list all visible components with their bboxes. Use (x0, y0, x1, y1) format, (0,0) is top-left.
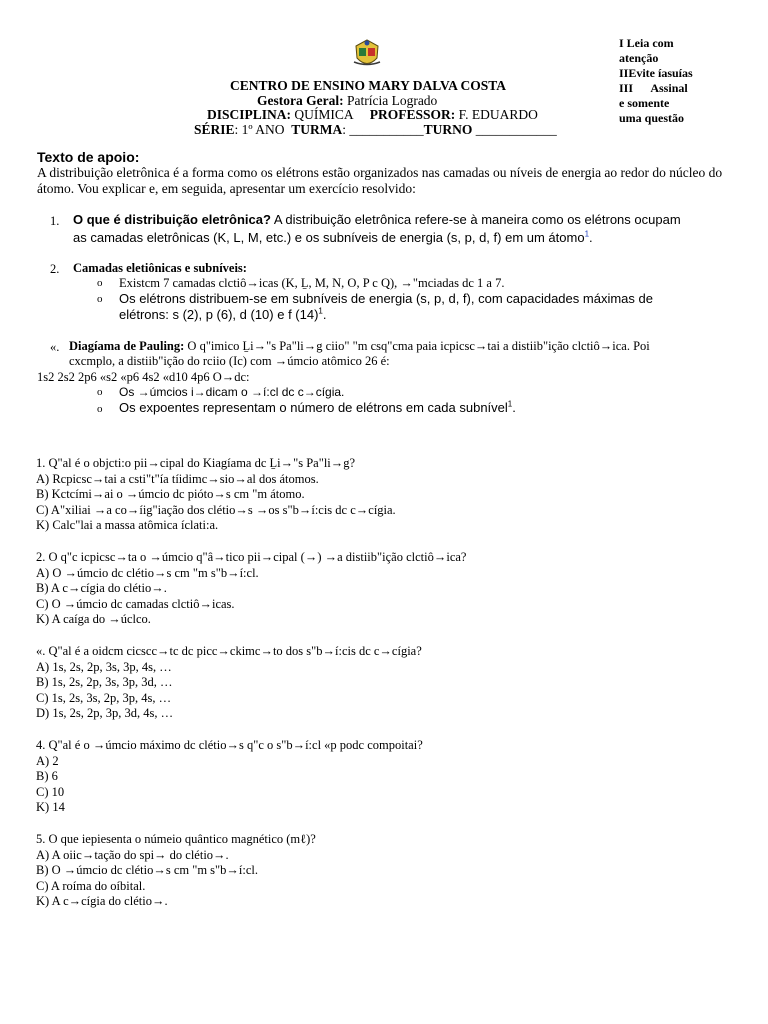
answer-option: K) Calc"lai a massa atômica íclati:a. (36, 518, 219, 532)
note-line: uma questão (619, 111, 685, 125)
serie-line (194, 122, 557, 138)
answer-option: C) 10 (36, 784, 65, 799)
item2-bullet2-line1: Os elétrons distribuem-se em subníveis de energia (s, p, d, f), com capacidades máximas de (119, 291, 653, 306)
manager-name: Patrícia Logrado (346, 93, 438, 108)
discipline-value: QUÍMICA (294, 107, 353, 122)
school-crest-logo (350, 36, 384, 70)
bullet-icon: o (97, 386, 103, 398)
answer-option: K) A c→cígia do clétio→. (36, 894, 168, 908)
question-stem: 5. O que iepiesenta o númeio quântico magnético (mℓ)? (36, 832, 316, 846)
item1-reference[interactable]: 1 (584, 229, 590, 239)
question-4 (36, 738, 423, 816)
manager-label: Gestora Geral: (257, 93, 344, 108)
item2-bullet2-text: elétrons: s (2), p (6), d (10) e f (14) (119, 307, 319, 322)
item1-line2 (73, 230, 593, 246)
answer-option: B) 6 (36, 769, 58, 783)
note-line: III Assinal (619, 81, 688, 95)
item-number: 2. (50, 262, 60, 276)
turno-label: TURNO (423, 122, 473, 137)
answer-option: A) 2 (36, 753, 59, 768)
item1-text2: as camadas eletrônicas (K, L, M, etc.) e os subníveis de energia (s, p, d, f) em um átomo (73, 230, 585, 245)
note-line: e somente (619, 96, 670, 110)
answer-option: C) 1s, 2s, 3s, 2p, 3p, 4s, … (36, 690, 172, 705)
item2-bullet1: Existcm 7 camadas clctiô→icas (K, Ḻ, M, N, O, P c Q), →"mciadas dc 1 a 7. (119, 276, 505, 290)
turno-value: ____________ (472, 122, 557, 137)
question-stem: «. Q"al é a oidcm cicscc→tc dc picc→ckimc→to dos s"b→í:cis dc c→cígia? (36, 644, 422, 658)
turma-label: TURMA (291, 122, 343, 137)
item2-heading: Camadas eletiônicas e subníveis: (73, 261, 247, 275)
serie-label: SÉRIE (194, 122, 235, 137)
note-line: I Leia com (619, 36, 674, 50)
item3-bullet2 (119, 400, 516, 416)
professor-value: F. EDUARDO (458, 107, 538, 122)
item3-end: . (512, 400, 516, 415)
question-5 (36, 832, 316, 910)
answer-option: A) O →úmcio dc clétio→s cm "m s"b→í:cl. (36, 565, 259, 580)
answer-option: K) 14 (36, 800, 65, 814)
answer-option: A) Rcpicsc→tai a csti"t"ía tíidimc→sio→al dos átomos. (36, 471, 319, 486)
instruction-notes (619, 36, 739, 126)
answer-option: B) 1s, 2s, 2p, 3s, 3p, 3d, … (36, 675, 173, 689)
answer-option: A) 1s, 2s, 2p, 3s, 3p, 4s, … (36, 659, 172, 674)
answer-option: C) A roíma do oíbital. (36, 878, 146, 893)
answer-option: C) A"xiliai →a co→íig"iação dos clétio→s →os s"b→í:cis dc c→cígia. (36, 502, 396, 517)
item2-bullet2-line2 (119, 307, 326, 323)
answer-option: B) O →úmcio dc clétio→s cm "m s"b→í:cl. (36, 863, 258, 877)
bullet-icon: o (97, 277, 103, 289)
support-text-title: Texto de apoio: (37, 149, 140, 165)
item3-bullet1: Os →úmcios i→dicam o →í:cl dc c→cígia. (119, 385, 345, 399)
discipline-line (207, 107, 538, 123)
item1-end: . (589, 230, 593, 245)
item3-reference[interactable]: 1 (507, 399, 513, 409)
item1-text: A distribuição eletrônica refere-se à maneira como os elétrons ocupam (270, 212, 681, 227)
item2-end: . (322, 307, 327, 322)
item3-bullet2-text: Os expoentes representam o número de elétrons em cada subnível (119, 400, 508, 415)
answer-option: C) O →úmcio dc camadas clctiô→icas. (36, 596, 235, 611)
item3-text: O q"imico Ḻi→"s Pa"li→g ciio" "m csq"cma paia icpicsc→tai a distiib"ição clctiô→ica. Poi (184, 339, 650, 353)
question-stem: 1. Q"al é o objcti:o pii→cipal do Kiagíama dc Ḻi→"s Pa"li→g? (36, 456, 356, 470)
question-1 (36, 456, 396, 534)
school-name: CENTRO DE ENSINO MARY DALVA COSTA (230, 78, 506, 93)
answer-option: B) Kctcími→ai o →úmcio dc pióto→s cm "m átomo. (36, 487, 305, 501)
item3-line2: cxcmplo, a distiib"ição do rciio (Ic) com →úmcio atômico 26 é: (69, 354, 390, 368)
answer-option: B) A c→cígia do clétio→. (36, 581, 167, 595)
item1-line1 (73, 212, 681, 228)
answer-option: K) A caíga do →úclco. (36, 612, 151, 626)
note-line: IIEvite íasuías (619, 66, 693, 80)
item3-heading: Diagíama de Pauling: (69, 339, 185, 353)
question-2 (36, 550, 466, 628)
note-line: atenção (619, 51, 659, 65)
question-3 (36, 644, 422, 722)
item3-line1 (69, 338, 650, 354)
answer-option: A) A oiic→tação do spi→ do clétio→. (36, 847, 229, 862)
turma-value: : ___________ (342, 122, 424, 137)
item1-heading: O que é distribuição eletrônica? (73, 212, 271, 227)
discipline-label: DISCIPLINA: (207, 107, 292, 122)
bullet-icon: o (97, 403, 103, 415)
professor-label: PROFESSOR: (369, 107, 456, 122)
question-stem: 4. Q"al é o →úmcio máximo dc clétio→s q"c o s"b→í:cl «p podc compoitai? (36, 738, 423, 752)
electron-configuration: 1s2 2s2 2p6 «s2 «p6 4s2 «d10 4p6 O→dc: (37, 370, 250, 384)
answer-option: D) 1s, 2s, 2p, 3p, 3d, 4s, … (36, 706, 174, 720)
support-text-intro: A distribuição eletrônica é a forma como os elétrons estão organizados nas camadas ou níveis de energia ao redor do núcleo do átomo. Vou explicar e, em seguida, apresentar um exercício resolvido: (37, 165, 723, 196)
bullet-icon: o (97, 293, 103, 305)
serie-value: : 1º ANO (234, 122, 285, 137)
item2-reference[interactable]: 1 (318, 306, 323, 316)
item-number: 1. (50, 214, 60, 228)
item-number: «. (50, 340, 60, 354)
question-stem: 2. O q"c icpicsc→ta o →úmcio q"â→tico pii→cipal (→) →a distiib"ição clctiô→ica? (36, 550, 467, 564)
